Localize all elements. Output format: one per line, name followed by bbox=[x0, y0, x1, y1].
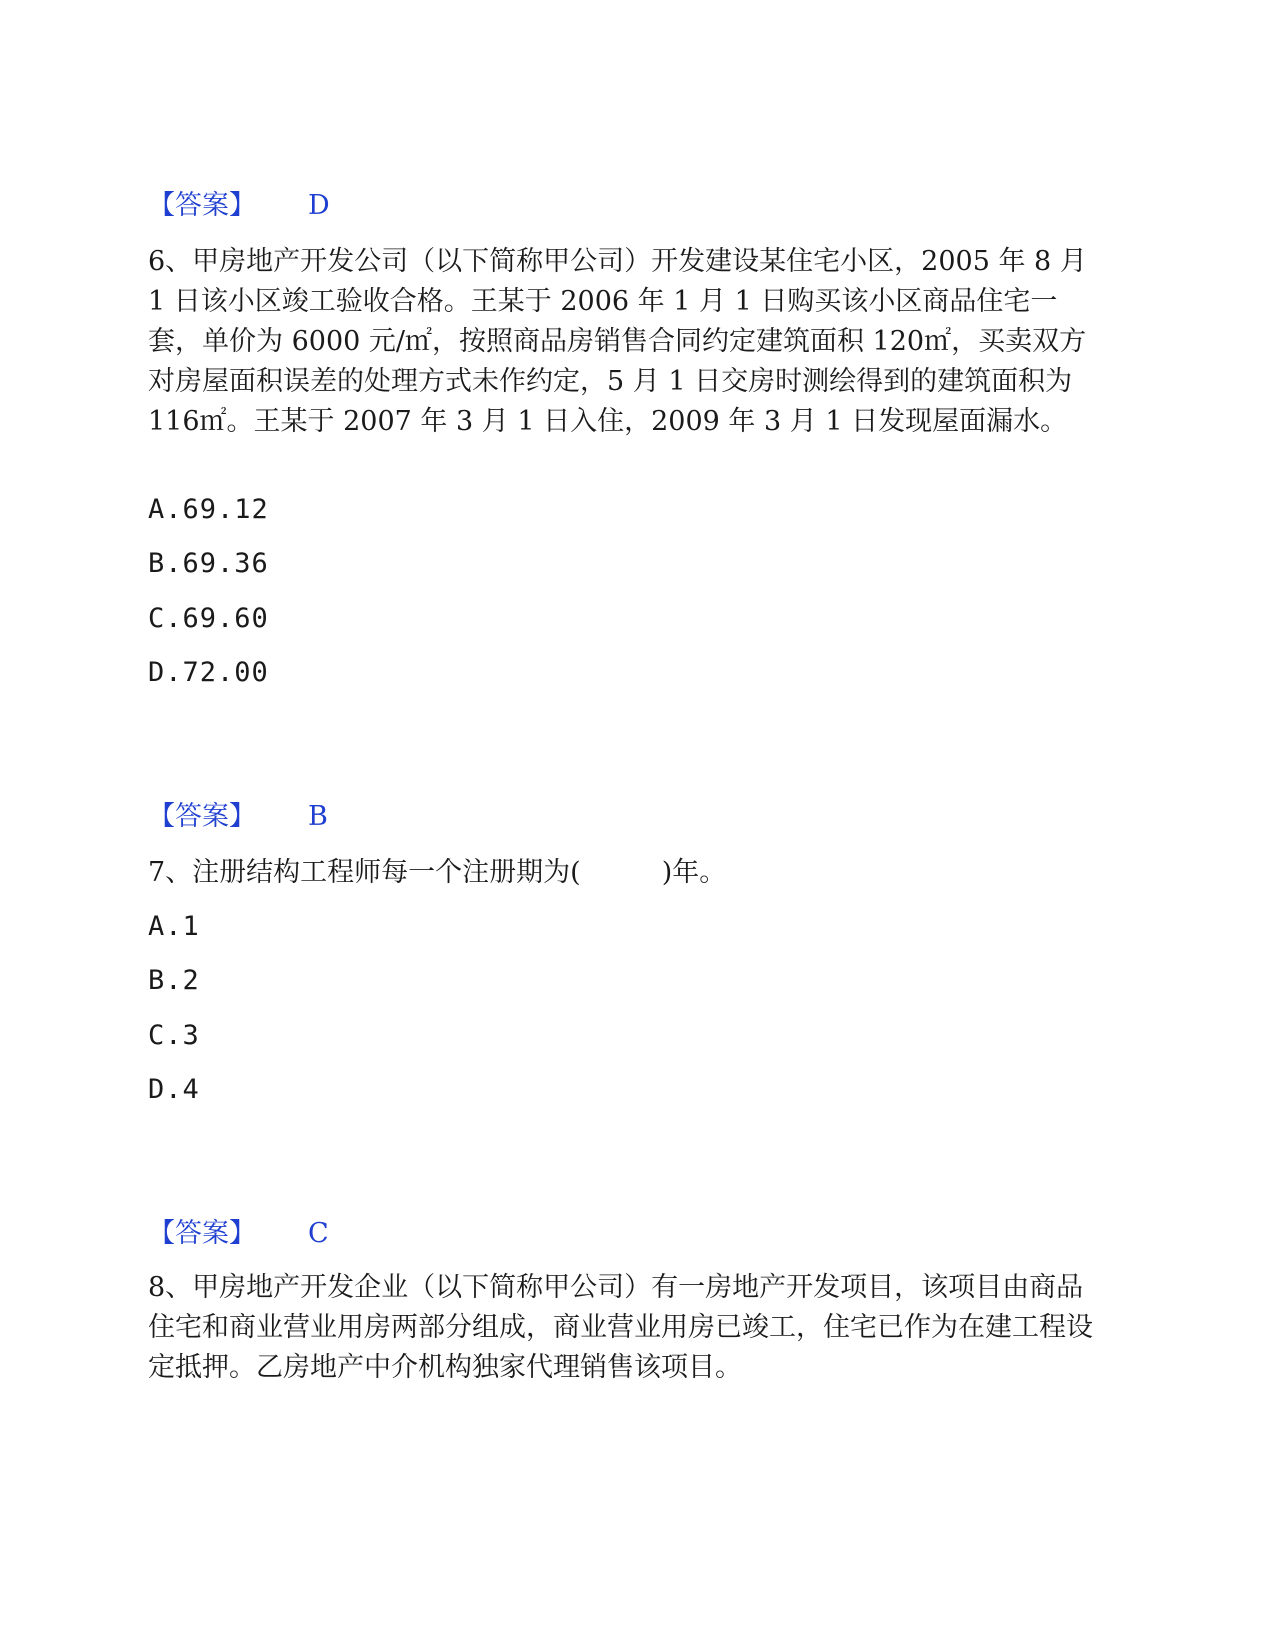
answer-value: B bbox=[308, 801, 328, 832]
answer-value: D bbox=[308, 190, 330, 221]
option-b: B.69.36 bbox=[148, 548, 269, 579]
answer-value: C bbox=[308, 1218, 329, 1249]
question-6-text: 6、甲房地产开发公司（以下简称甲公司）开发建设某住宅小区，2005 年 8 月 1 日该小区竣工验收合格。王某于 2006 年 1 月 1 日购买该小区商品住宅一套，单价为 6000 元/㎡，按照商品房销售合同约定建筑面积 120㎡，买卖双方对房屋面积误差的处理方式未作约定，5 月 1 日交房时测绘得到的建筑面积为 116㎡。王某于 2007 年 3 月 1 日入住，2009 年 3 月 1 日发现屋面漏水。 bbox=[148, 246, 1087, 437]
option-c: C.69.60 bbox=[148, 603, 269, 634]
option-a: A.69.12 bbox=[148, 494, 269, 525]
question-7-text: 7、注册结构工程师每一个注册期为( )年。 bbox=[148, 857, 727, 888]
option-d: D.72.00 bbox=[148, 657, 269, 688]
answer-label: 【答案】 bbox=[148, 801, 256, 832]
option-b: B.2 bbox=[148, 965, 200, 996]
option-a: A.1 bbox=[148, 911, 200, 942]
answer-label: 【答案】 bbox=[148, 190, 256, 221]
answer-label: 【答案】 bbox=[148, 1218, 256, 1249]
answer-line-q7 bbox=[148, 1216, 329, 1252]
answer-line-q6 bbox=[148, 799, 328, 835]
option-c: C.3 bbox=[148, 1020, 200, 1051]
answer-line-q5 bbox=[148, 188, 330, 224]
option-d: D.4 bbox=[148, 1074, 200, 1105]
question-8-text: 8、甲房地产开发企业（以下简称甲公司）有一房地产开发项目，该项目由商品住宅和商业营业用房两部分组成，商业营业用房已竣工，住宅已作为在建工程设定抵押。乙房地产中介机构独家代理销售该项目。 bbox=[148, 1272, 1093, 1383]
